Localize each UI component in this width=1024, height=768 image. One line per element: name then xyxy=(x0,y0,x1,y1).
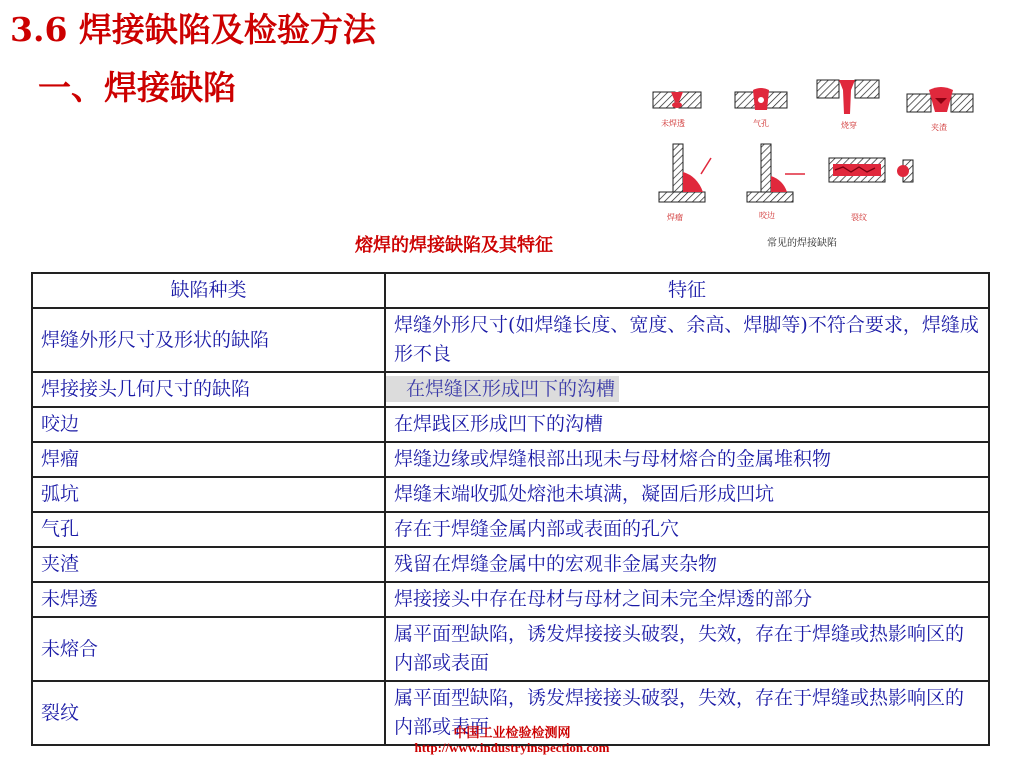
defect-type-cell: 咬边 xyxy=(32,407,385,442)
table-row xyxy=(32,512,989,547)
defect-type-cell: 焊瘤 xyxy=(32,442,385,477)
defect-type-cell: 未焊透 xyxy=(32,582,385,617)
crack-sketch xyxy=(829,158,913,182)
table-row xyxy=(32,477,989,512)
table-row xyxy=(32,407,989,442)
highlighted-feature-text: 在焊缝区形成凹下的沟槽 xyxy=(386,376,619,402)
defect-feature-cell: 残留在焊缝金属中的宏观非金属夹杂物 xyxy=(385,547,989,582)
defect-feature-cell: 焊缝外形尺寸(如焊缝长度、宽度、余高、焊脚等)不符合要求，焊缝成形不良 xyxy=(385,308,989,372)
column-header-feature: 特征 xyxy=(385,273,989,308)
table-row xyxy=(32,372,989,407)
figure-caption: 常见的焊接缺陷 xyxy=(767,238,837,249)
defect-feature-cell: 属平面型缺陷，诱发焊接接头破裂，失效，存在于焊缝或热影响区的内部或表面 xyxy=(385,681,989,745)
table-header-row xyxy=(32,273,989,308)
figure-label: 气孔 xyxy=(753,119,769,128)
figure-label: 烧穿 xyxy=(841,121,857,130)
weld-defects-figure xyxy=(645,72,975,252)
table-caption: 熔焊的焊接缺陷及其特征 xyxy=(355,235,553,256)
defect-feature-cell: 焊缝边缘或焊缝根部出现未与母材熔合的金属堆积物 xyxy=(385,442,989,477)
undercut-sketch xyxy=(747,144,805,202)
figure-label: 夹渣 xyxy=(931,123,947,132)
burn-through-sketch xyxy=(817,80,879,114)
incomplete-penetration-sketch xyxy=(653,92,701,108)
weld-overlap-sketch xyxy=(659,144,711,202)
footer-url-link[interactable]: http://www.industryinspection.com xyxy=(414,740,610,755)
defect-type-cell: 裂纹 xyxy=(32,681,385,745)
defect-feature-cell: 焊接接头中存在母材与母材之间未完全焊透的部分 xyxy=(385,582,989,617)
defect-type-cell: 焊接接头几何尺寸的缺陷 xyxy=(32,372,385,407)
figure-label: 焊瘤 xyxy=(667,213,683,222)
defect-feature-cell: 焊缝末端收弧处熔池未填满，凝固后形成凹坑 xyxy=(385,477,989,512)
defect-feature-cell xyxy=(385,372,989,407)
defect-feature-cell: 属平面型缺陷，诱发焊接接头破裂，失效，存在于焊缝或热影响区的内部或表面 xyxy=(385,617,989,681)
column-header-defect-type: 缺陷种类 xyxy=(32,273,385,308)
table-row xyxy=(32,442,989,477)
figure-label: 裂纹 xyxy=(851,213,867,222)
defect-type-cell: 焊缝外形尺寸及形状的缺陷 xyxy=(32,308,385,372)
porosity-sketch xyxy=(735,88,787,110)
table-row xyxy=(32,308,989,372)
footer-site-name: 中国工业检验检测网 xyxy=(453,726,571,741)
weld-defects-diagram xyxy=(645,72,975,252)
slag-inclusion-sketch xyxy=(907,87,973,112)
table-row xyxy=(32,617,989,681)
defect-feature-cell: 存在于焊缝金属内部或表面的孔穴 xyxy=(385,512,989,547)
defect-feature-cell: 在焊践区形成凹下的沟槽 xyxy=(385,407,989,442)
defect-type-cell: 弧坑 xyxy=(32,477,385,512)
figure-label: 咬边 xyxy=(759,211,775,220)
slide-subtitle: 一、焊接缺陷 xyxy=(38,68,236,107)
figure-label: 未焊透 xyxy=(661,119,685,128)
slide-title: 3.6 焊接缺陷及检验方法 xyxy=(10,10,376,49)
defect-table xyxy=(31,272,990,746)
defect-type-cell: 夹渣 xyxy=(32,547,385,582)
defect-type-cell: 气孔 xyxy=(32,512,385,547)
table-row xyxy=(32,547,989,582)
table-row xyxy=(32,582,989,617)
defect-type-cell: 未熔合 xyxy=(32,617,385,681)
